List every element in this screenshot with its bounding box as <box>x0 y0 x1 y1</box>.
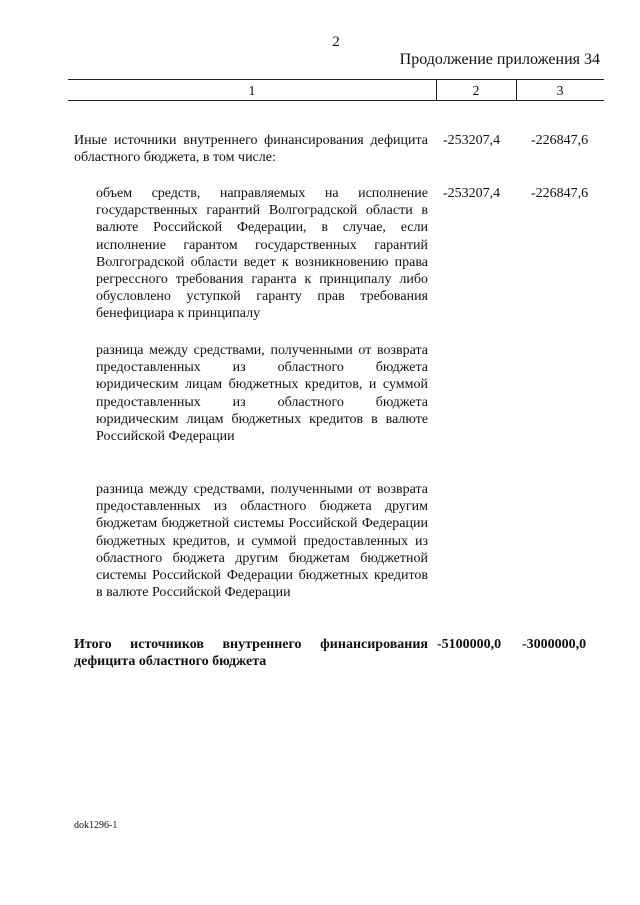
row-text-other-sources: Иные источники внутреннего финансирования дефицита областного бюджета, в том числе: <box>74 133 428 166</box>
row-value-col2: -253207,4 <box>443 186 501 201</box>
page-number: 2 <box>332 34 340 50</box>
row-value-col3: -226847,6 <box>531 133 589 148</box>
column-header-1: 1 <box>248 84 256 99</box>
header-bottom-rule <box>68 100 604 101</box>
column-header-3: 3 <box>556 84 564 99</box>
row-text-budget-loans: разница между средствами, полученными от возврата предоставленных из областного бюджета другим бюджетам бюджетной системы Российской Федерации бюджетных кредитов, и суммой предоставленных из областного бюджета другим бюджетам бюджетной системы Российской Федерации бюджетных кредитов в валюте Российской Федерации <box>96 482 428 601</box>
header-top-rule <box>68 79 604 80</box>
continuation-title: Продолжение приложения 34 <box>399 51 600 68</box>
row-text-total: Итого источников внутреннего финансирования дефицита областного бюджета <box>74 637 428 670</box>
row-text-guarantees: объем средств, направляемых на исполнение государственных гарантий Волгоградской области в валюте Российской Федерации, в случае, если исполнение гарантом государственных гарантий Волгоградской области ведет к возникновению права регрессного требования гаранта к принципалу либо обусловлено уступкой гаранту прав требования бенефициара к принципалу <box>96 186 428 322</box>
document-code: dok1296-1 <box>74 820 118 831</box>
total-value-col2: -5100000,0 <box>437 637 502 652</box>
row-value-col3: -226847,6 <box>531 186 589 201</box>
row-value-col2: -253207,4 <box>443 133 501 148</box>
total-value-col3: -3000000,0 <box>522 637 587 652</box>
row-text-legal-entities-loans: разница между средствами, полученными от возврата предоставленных из областного бюджета юридическим лицам бюджетных кредитов, и суммой предоставленных из областного бюджета юридическим лицам бюджетных кредитов в валюте Российской Федерации <box>96 343 428 445</box>
column-header-2: 2 <box>472 84 480 99</box>
